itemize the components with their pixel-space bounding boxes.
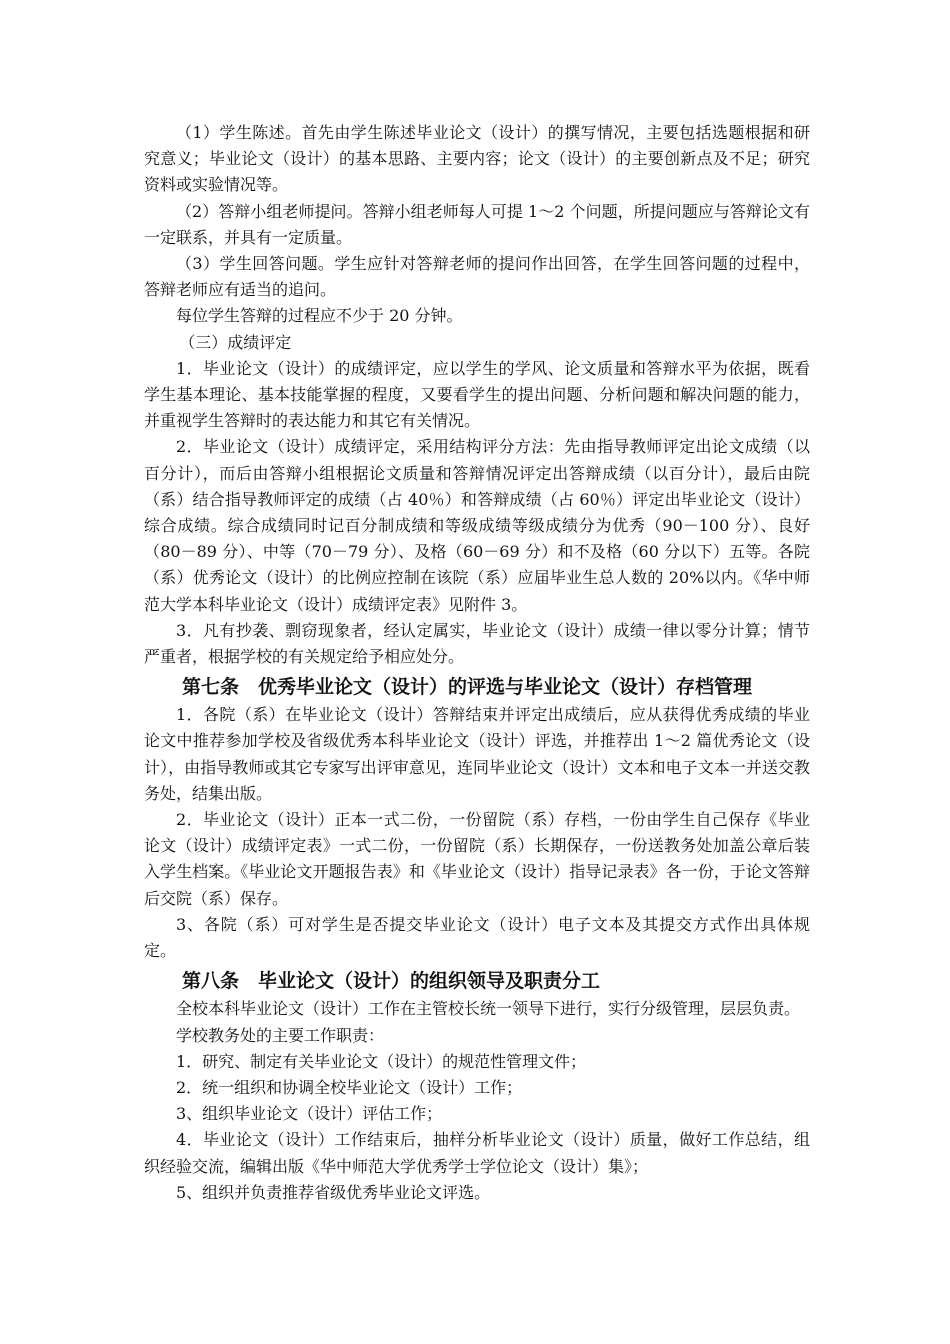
paragraph-grading-2: 2．毕业论文（设计）成绩评定，采用结构评分方法：先由指导教师评定出论文成绩（以百分计），而后由答辩小组根据论文质量和答辩情况评定出答辩成绩（以百分计），最后由院（系）结合指导教师评定的成绩（占 40％）和答辩成绩（占 60％）评定出毕业论文（设计）综合成绩。综合成绩同时记百分制成绩和等级成绩等级成绩分为优秀（90－100 分）、良好（80－89 分）、中等（70－79 分）、及格（60－69 分）和不及格（60 分以下）五等。各院（系）优秀论文（设计）的比例应控制在该院（系）应届毕业生总人数的 20%以内。《华中师范大学本科毕业论文（设计）成绩评定表》见附件 3。 bbox=[144, 437, 810, 614]
paragraph-student-answers: （3）学生回答问题。学生应针对答辩老师的提问作出回答，在学生回答问题的过程中，答辩老师应有适当的追问。 bbox=[144, 254, 810, 300]
paragraph-defense-duration: 每位学生答辩的过程应不少于 20 分钟。 bbox=[176, 306, 463, 326]
paragraph-article7-1: 1．各院（系）在毕业论文（设计）答辩结束并评定出成绩后，应从获得优秀成绩的毕业论文中推荐参加学校及省级优秀本科毕业论文（设计）评选，并推荐出 1～2 篇优秀论文（设计），由指导教师或其它专家写出评审意见，连同毕业论文（设计）文本和电子文本一并送交教务处，结集出版。 bbox=[144, 705, 810, 803]
paragraph-student-statement: （1）学生陈述。首先由学生陈述毕业论文（设计）的撰写情况，主要包括选题根据和研究意义；毕业论文（设计）的基本思路、主要内容；论文（设计）的主要创新点及不足；研究资料或实验情况等。 bbox=[144, 123, 810, 195]
paragraph-article8-5: 5、组织并负责推荐省级优秀毕业论文评选。 bbox=[176, 1182, 491, 1202]
paragraph-article7-3: 3、各院（系）可对学生是否提交毕业论文（设计）电子文本及其提交方式作出具体规定。 bbox=[144, 914, 810, 961]
article-7-heading: 第七条 优秀毕业论文（设计）的评选与毕业论文（设计）存档管理 bbox=[182, 676, 753, 699]
paragraph-article8-2: 2．统一组织和协调全校毕业论文（设计）工作； bbox=[176, 1077, 523, 1097]
article-8-heading: 第八条 毕业论文（设计）的组织领导及职责分工 bbox=[182, 970, 601, 993]
paragraph-article8-1: 1．研究、制定有关毕业论文（设计）的规范性管理文件； bbox=[176, 1051, 587, 1071]
paragraph-panel-questions: （2）答辩小组老师提问。答辩小组老师每人可提 1～2 个问题，所提问题应与答辩论文有一定联系，并具有一定质量。 bbox=[144, 201, 810, 247]
paragraph-grading-1: 1．毕业论文（设计）的成绩评定，应以学生的学风、论文质量和答辩水平为依据，既看学生基本理论、基本技能掌握的程度，又要看学生的提出问题、分析问题和解决问题的能力，并重视学生答辩时的表达能力和其它有关情况。 bbox=[144, 358, 810, 431]
paragraph-grading-3: 3．凡有抄袭、剽窃现象者，经认定属实，毕业论文（设计）成绩一律以零分计算；情节严重者，根据学校的有关规定给予相应处分。 bbox=[144, 620, 810, 667]
paragraph-article7-2: 2．毕业论文（设计）正本一式二份，一份留院（系）存档，一份由学生自己保存《毕业论文（设计）成绩评定表》一式二份，一份留院（系）长期保存，一份送教务处加盖公章后装入学生档案。《毕业论文开题报告表》和《毕业论文（设计）指导记录表》各一份，于论文答辩后交院（系）保存。 bbox=[144, 810, 810, 908]
paragraph-article8-duties: 学校教务处的主要工作职责： bbox=[176, 1025, 385, 1045]
paragraph-article8-4: 4．毕业论文（设计）工作结束后，抽样分析毕业论文（设计）质量，做好工作总结，组织经验交流，编辑出版《华中师范大学优秀学士学位论文（设计）集》； bbox=[144, 1130, 810, 1176]
paragraph-article8-intro: 全校本科毕业论文（设计）工作在主管校长统一领导下进行，实行分级管理，层层负责。 bbox=[176, 999, 801, 1019]
section-heading-grading: （三）成绩评定 bbox=[179, 332, 292, 352]
paragraph-article8-3: 3、组织毕业论文（设计）评估工作； bbox=[176, 1104, 443, 1124]
